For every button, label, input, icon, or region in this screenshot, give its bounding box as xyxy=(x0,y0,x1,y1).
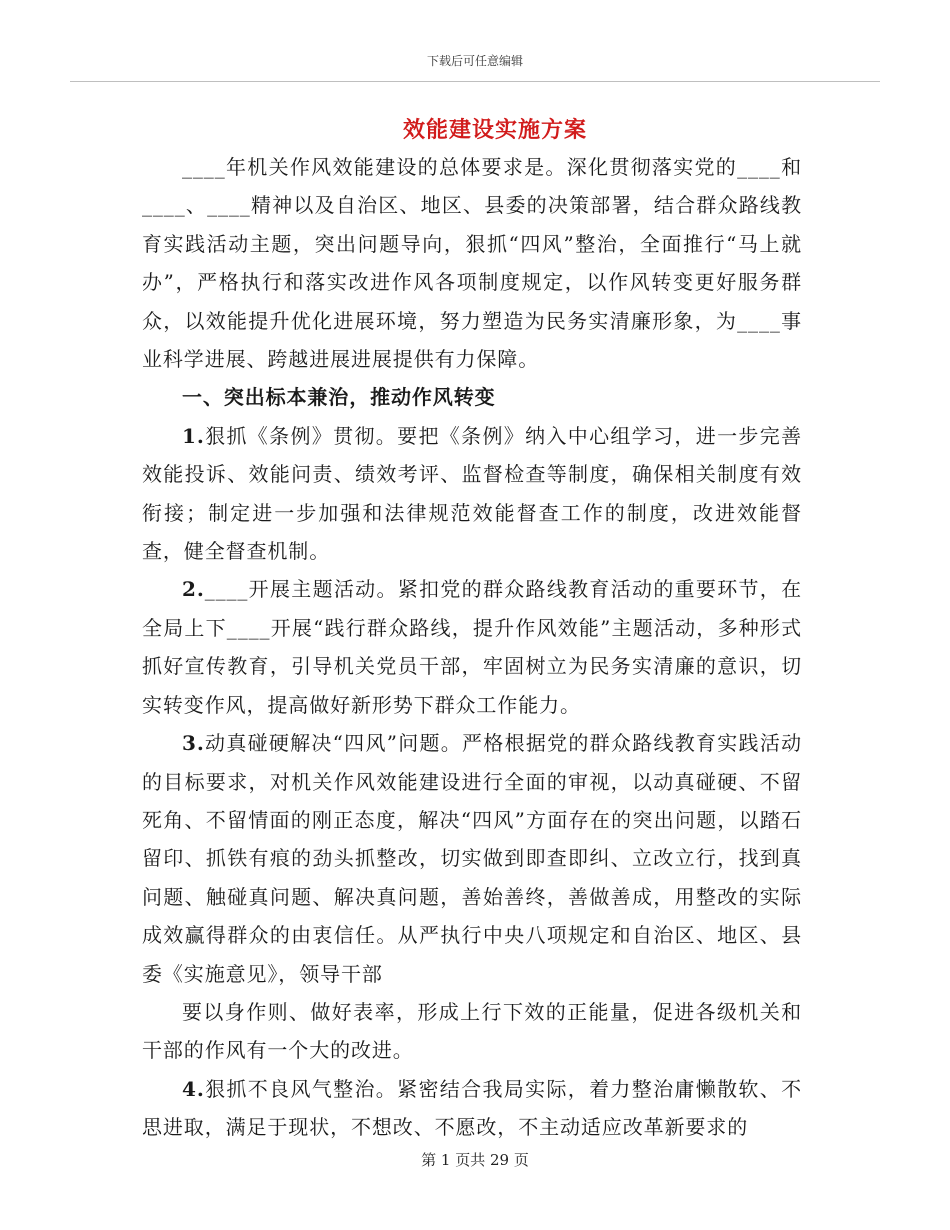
intro-paragraph: ____年机关作风效能建设的总体要求是。深化贯彻落实党的____和____、____精神以及自治区、地区、县委的决策部署，结合群众路线教育实践活动主题，突出问题导向，狠抓“四风”整治，全面推行“马上就办”，严格执行和落实改进作风各项制度规定，以作风转变更好服务群众，以效能提升优化进展环境，努力塑造为民务实清廉形象，为____事业科学进展、跨越进展进展提供有力保障。 xyxy=(142,155,802,372)
document-body xyxy=(142,148,802,1147)
header-note: 下载后可任意编辑 xyxy=(426,54,523,68)
header-divider xyxy=(70,81,880,82)
item-3-continuation: 要以身作则、做好表率，形成上行下效的正能量，促进各级机关和干部的作风有一个大的改进。 xyxy=(142,999,802,1063)
item-1-text: 狠抓《条例》贯彻。要把《条例》纳入中心组学习，进一步完善效能投诉、效能问责、绩效考评、监督检查等制度，确保相关制度有效衔接；制定进一步加强和法律规范效能督查工作的制度，改进效能督查，健全督查机制。 xyxy=(142,423,802,564)
item-1-paragraph xyxy=(142,417,802,571)
item-2-number: 2. xyxy=(182,577,205,602)
page-footer: 第 1 页共 29 页 xyxy=(421,1151,529,1169)
page-header xyxy=(0,52,950,82)
item-1-number: 1. xyxy=(182,423,205,448)
item-3-paragraph xyxy=(142,724,802,993)
item-3-text: 动真碰硬解决“四风”问题。严格根据党的群众路线教育实践活动的目标要求，对机关作风效能建设进行全面的审视，以动真碰硬、不留死角、不留情面的刚正态度，解决“四风”方面存在的突出问题，以踏石留印、抓铁有痕的劲头抓整改，切实做到即查即纠、立改立行，找到真问题、触碰真问题、解决真问题，善始善终，善做善成，用整改的实际成效赢得群众的由衷信任。从严执行中央八项规定和自治区、地区、县委《实施意见》，领导干部 xyxy=(142,731,802,986)
document-title: 效能建设实施方案 xyxy=(402,118,587,143)
section-heading-1: 一、突出标本兼治，推动作风转变 xyxy=(182,385,496,410)
item-3-number: 3. xyxy=(182,731,205,756)
item-4-number: 4. xyxy=(182,1076,205,1101)
item-4-text: 狠抓不良风气整治。紧密结合我局实际，着力整治庸懒散软、不思进取，满足于现状，不想改、不愿改，不主动适应改革新要求的 xyxy=(142,1076,802,1140)
item-2-paragraph xyxy=(142,570,802,724)
item-4-paragraph xyxy=(142,1070,802,1147)
item-2-text: ____开展主题活动。紧扣党的群众路线教育活动的重要环节，在全局上下____开展“践行群众路线，提升作风效能”主题活动，多种形式抓好宣传教育，引导机关党员干部，牢固树立为民务实清廉的意识，切实转变作风，提高做好新形势下群众工作能力。 xyxy=(142,577,802,717)
